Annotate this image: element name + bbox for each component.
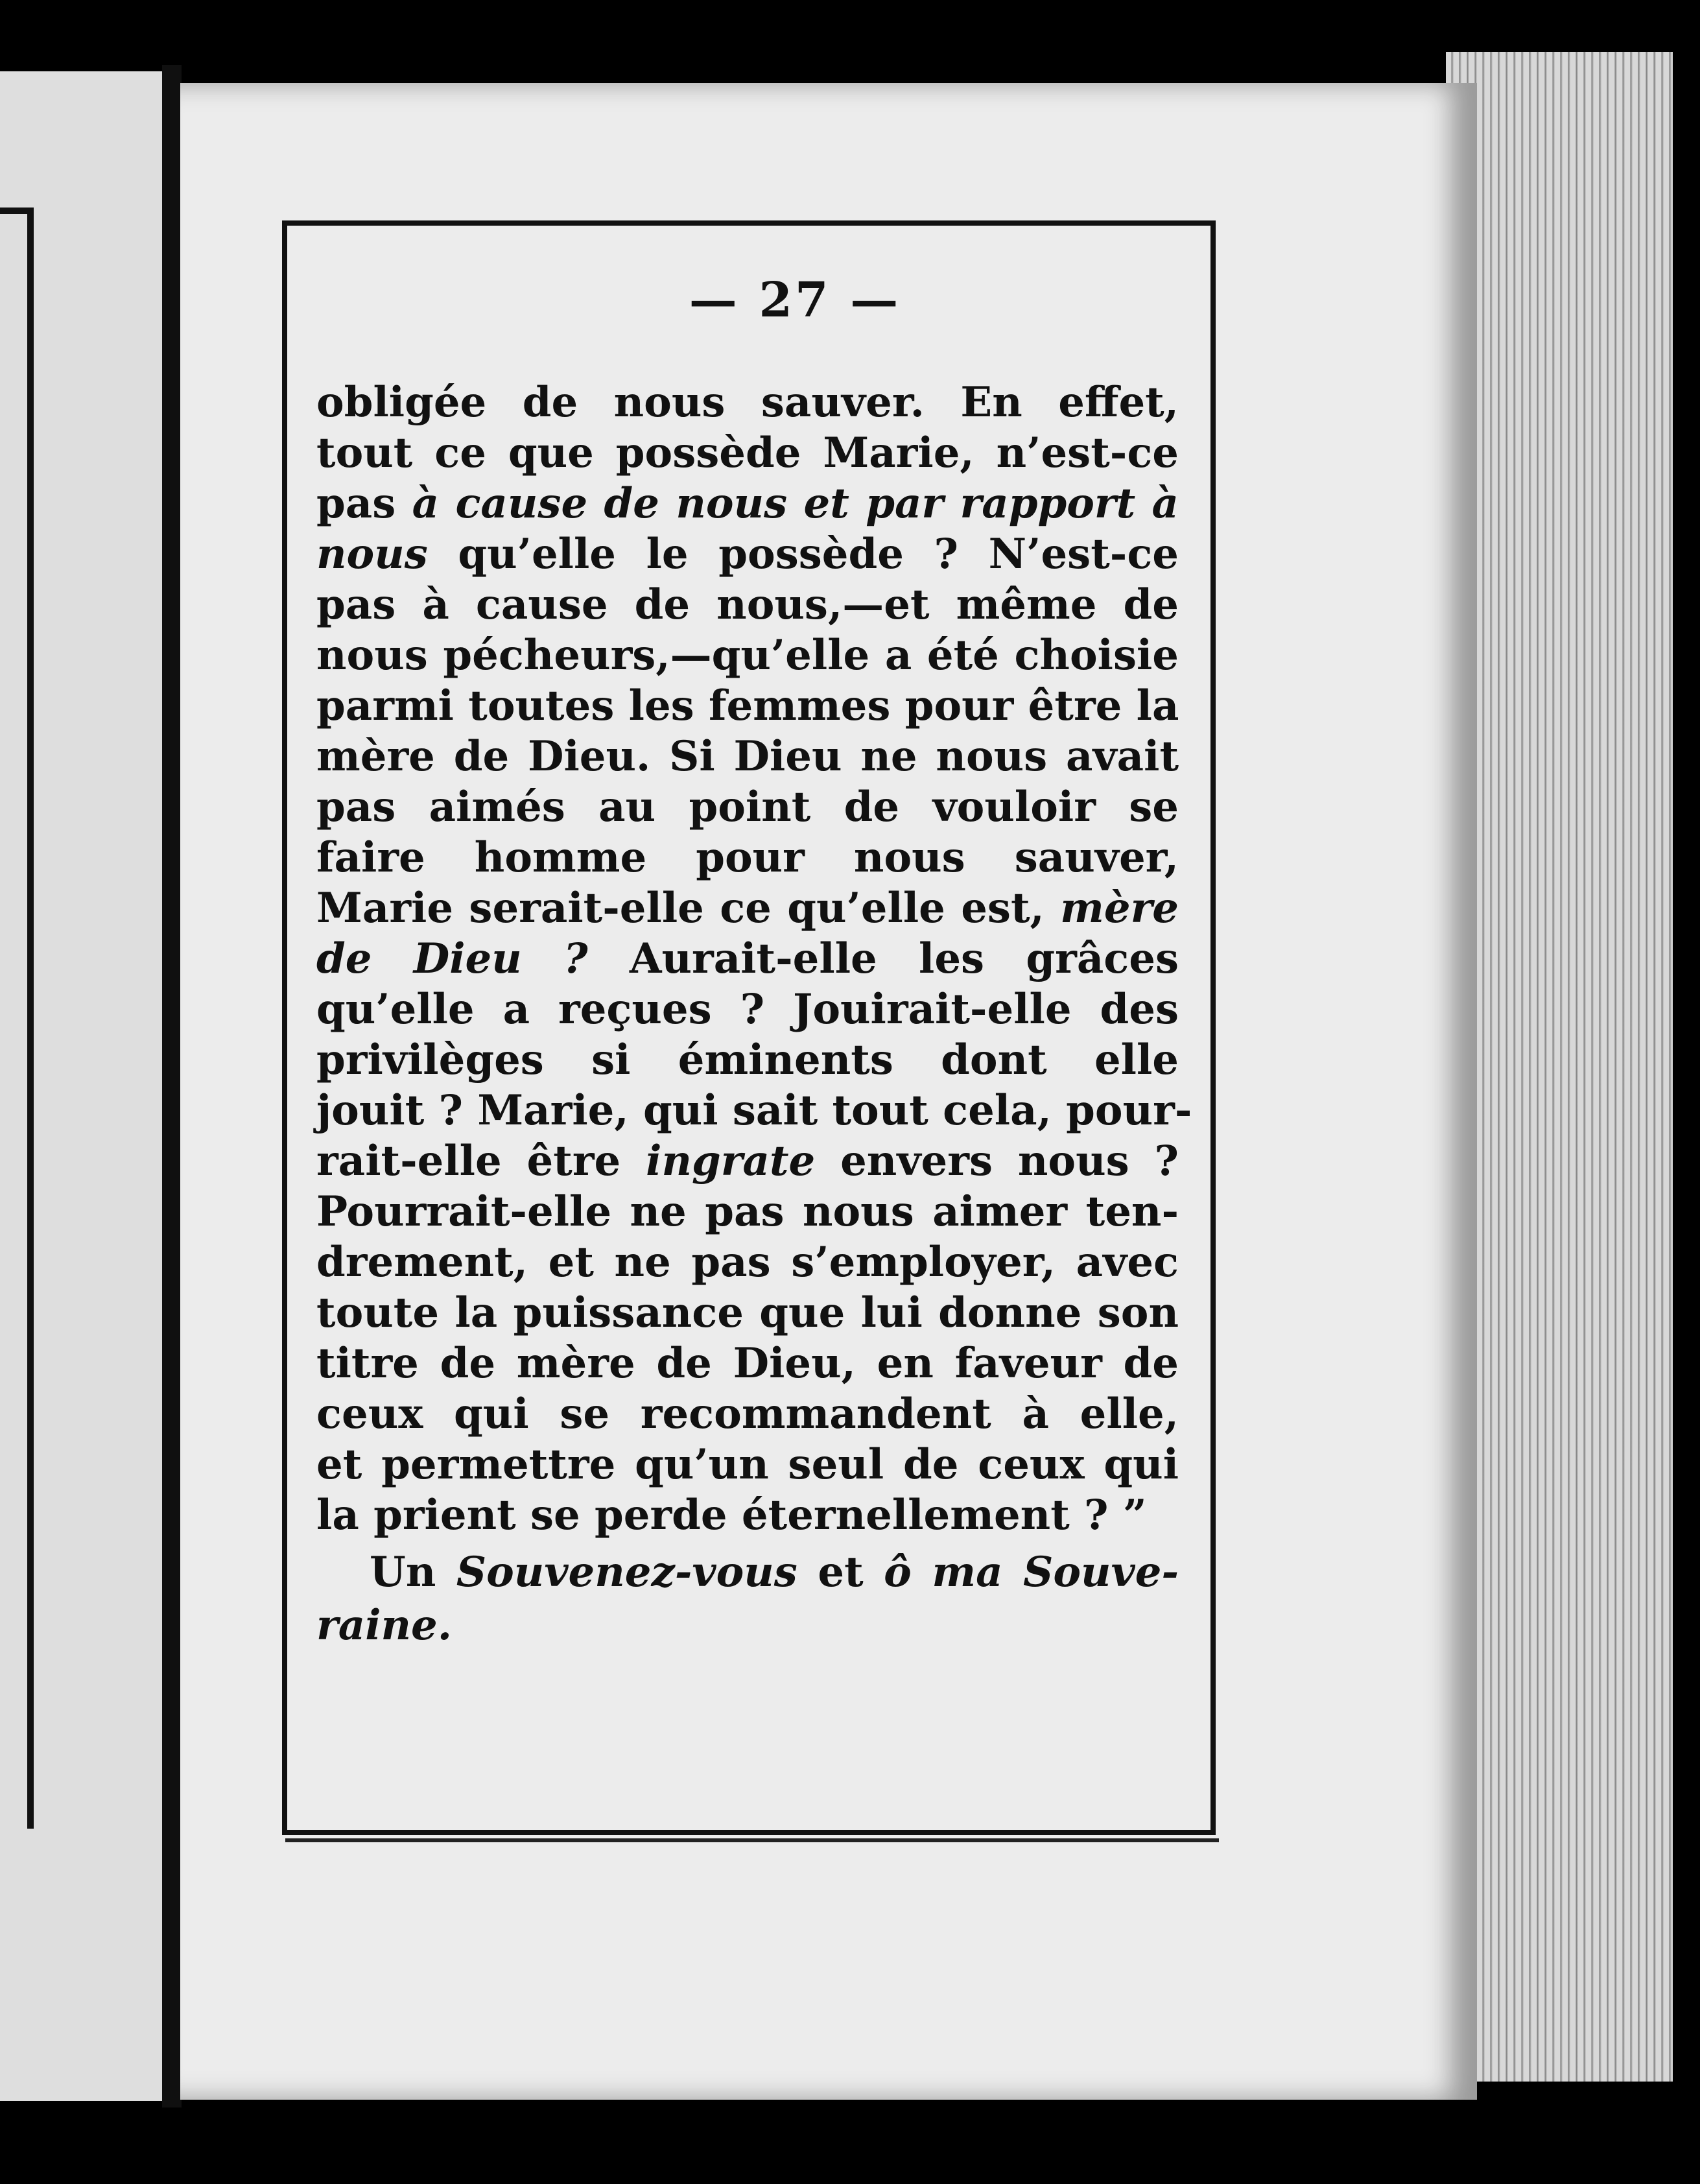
text-run: envers nous ? — [815, 1137, 1179, 1185]
text-line — [316, 681, 1179, 731]
text-line — [316, 934, 1179, 984]
text-line — [316, 1599, 1179, 1652]
text-line — [316, 630, 1179, 681]
text-run: qu’elle le possède ? N’est-ce — [427, 530, 1179, 578]
text-line — [316, 1546, 1179, 1599]
text-run: qu’elle a reçues ? Jouirait-elle des — [316, 985, 1179, 1034]
text-run: et permettre qu’un seul de ceux qui — [316, 1440, 1179, 1489]
closing-paragraph — [316, 1546, 1179, 1652]
text-line — [316, 1389, 1179, 1440]
book-gutter — [162, 65, 182, 2107]
text-run: Pourrait-elle ne pas nous aimer ten- — [316, 1187, 1179, 1236]
text-run: Aurait-elle les grâces — [587, 934, 1179, 983]
text-line — [316, 883, 1179, 934]
text-run: faire homme pour nous sauver, — [316, 833, 1179, 882]
text-run: pas aimés au point de vouloir se — [316, 783, 1179, 831]
text-run: obligée de nous sauver. En effet, — [316, 378, 1179, 427]
text-run: toute la puissance que lui donne son — [316, 1288, 1179, 1337]
text-run: rait-elle être — [316, 1137, 646, 1185]
text-run: drement, et ne pas s’employer, avec — [316, 1238, 1179, 1287]
italic-text: ingrate — [646, 1137, 816, 1185]
frame-underline — [285, 1838, 1219, 1842]
text-run: la prient se perde éternellement ? ” — [316, 1491, 1147, 1539]
text-line — [316, 1288, 1179, 1338]
text-line — [316, 1440, 1179, 1490]
text-line — [316, 731, 1179, 782]
text-run: parmi toutes les femmes pour être la — [316, 682, 1179, 730]
text-run: nous pécheurs,—qu’elle a été choisie — [316, 631, 1179, 680]
text-line — [316, 782, 1179, 833]
text-line — [316, 529, 1179, 580]
text-line — [316, 428, 1179, 479]
text-run: Marie serait-elle ce qu’elle est, — [316, 884, 1061, 932]
facing-page-left — [0, 71, 162, 2101]
facing-page-frame — [0, 208, 34, 1829]
text-run: tout ce que possède Marie, n’est-ce — [316, 429, 1179, 477]
text-line — [316, 1338, 1179, 1389]
italic-text: mère — [1060, 884, 1179, 932]
text-line — [316, 479, 1179, 529]
page-number: — 27 — — [689, 272, 901, 328]
text-line — [316, 1035, 1179, 1086]
text-run: pas — [316, 479, 412, 528]
text-line — [316, 984, 1179, 1035]
text-line — [316, 580, 1179, 630]
text-line — [316, 1490, 1179, 1541]
text-run: jouit ? Marie, qui sait tout cela, pour- — [316, 1086, 1192, 1135]
page-stack-edges — [1446, 52, 1673, 2082]
text-run: mère de Dieu. Si Dieu ne nous avait — [316, 732, 1179, 781]
text-line — [316, 377, 1179, 428]
text-run: privilèges si éminents dont elle — [316, 1036, 1179, 1084]
body-text — [316, 377, 1192, 1652]
italic-text: de Dieu ? — [316, 934, 588, 983]
text-line — [316, 833, 1179, 883]
italic-text: nous — [316, 530, 428, 578]
text-run: pas à cause de nous,—et même de — [316, 580, 1179, 629]
text-run: Un — [370, 1548, 456, 1596]
italic-text: Souvenez-vous — [456, 1548, 797, 1596]
paragraph — [316, 377, 1192, 1541]
text-run: et — [797, 1548, 884, 1596]
text-line — [316, 1086, 1192, 1136]
text-run: titre de mère de Dieu, en faveur de — [316, 1339, 1179, 1388]
italic-text: raine. — [316, 1601, 453, 1650]
text-run: ceux qui se recommandent à elle, — [316, 1390, 1179, 1438]
text-line — [316, 1187, 1179, 1237]
italic-text: à cause de nous et par rapport à — [412, 479, 1179, 528]
text-line — [316, 1237, 1179, 1288]
text-line — [316, 1136, 1179, 1187]
italic-text: ô ma Souve- — [884, 1548, 1179, 1596]
